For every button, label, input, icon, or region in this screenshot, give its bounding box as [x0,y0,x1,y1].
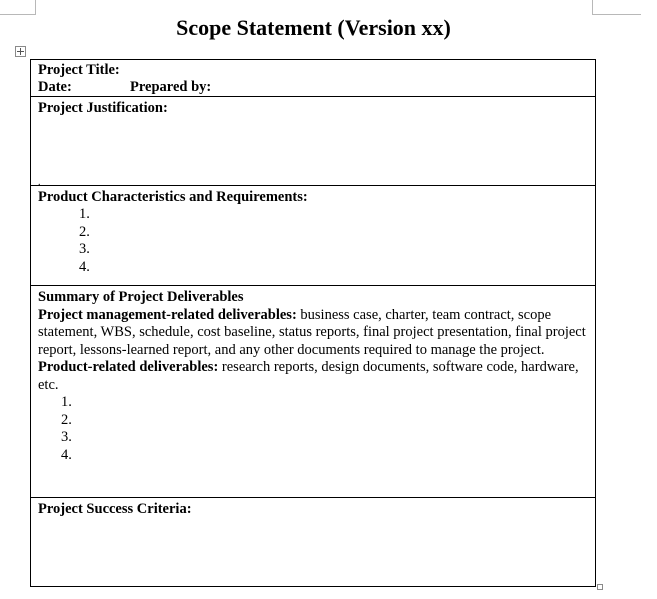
project-success-criteria-label: Project Success Criteria: [38,501,192,517]
list-item: 1. [61,394,72,410]
success-criteria-cell[interactable] [31,497,595,586]
project-justification-cell[interactable] [31,96,595,188]
deliverables-heading: Summary of Project Deliverables [38,289,244,305]
product-deliverables-paragraph [38,359,587,394]
list-item: 2. [79,223,90,240]
list-item: 4. [61,446,72,463]
deliverables-summary-cell[interactable] [31,285,595,497]
project-title-label: Project Title: [38,62,120,78]
list-item: 4. [79,258,90,275]
list-item: 3. [61,429,72,445]
deliverables-list [61,394,587,464]
date-label: Date: [38,79,72,95]
deliverables-content [38,289,587,464]
document-title[interactable]: Scope Statement (Version xx) [176,15,451,40]
project-info-cell[interactable] [31,60,595,96]
prepared-by-label: Prepared by: [130,79,212,95]
project-justification-label: Project Justification: [38,100,168,116]
justification-paragraph-mark: . [38,177,41,188]
table-move-handle-icon[interactable] [15,46,26,57]
pm-deliverables-text: business case, charter, team contract, scope statement, WBS, schedule, cost baseline, status reports, final project presentation, final project report, lessons-learned report, and any other documents required to manage the project. [38,306,586,358]
page-corner-marker-top-right [592,0,641,15]
product-deliverables-label: Product-related deliverables: [38,359,219,375]
list-item: 1. [79,206,90,222]
list-item: 3. [79,241,90,257]
scope-statement-table [30,59,596,587]
table-resize-handle-icon[interactable] [597,584,603,590]
product-characteristics-label: Product Characteristics and Requirements: [38,189,308,205]
requirements-list [79,206,90,276]
pm-deliverables-label: Project management-related deliverables: [38,306,297,323]
page-corner-marker-top-left [0,0,36,15]
product-deliverables-text: research reports, design documents, software code, hardware, etc. [38,359,579,393]
pm-deliverables-paragraph [38,307,587,360]
list-item: 2. [61,411,72,428]
product-characteristics-cell[interactable] [31,185,595,285]
